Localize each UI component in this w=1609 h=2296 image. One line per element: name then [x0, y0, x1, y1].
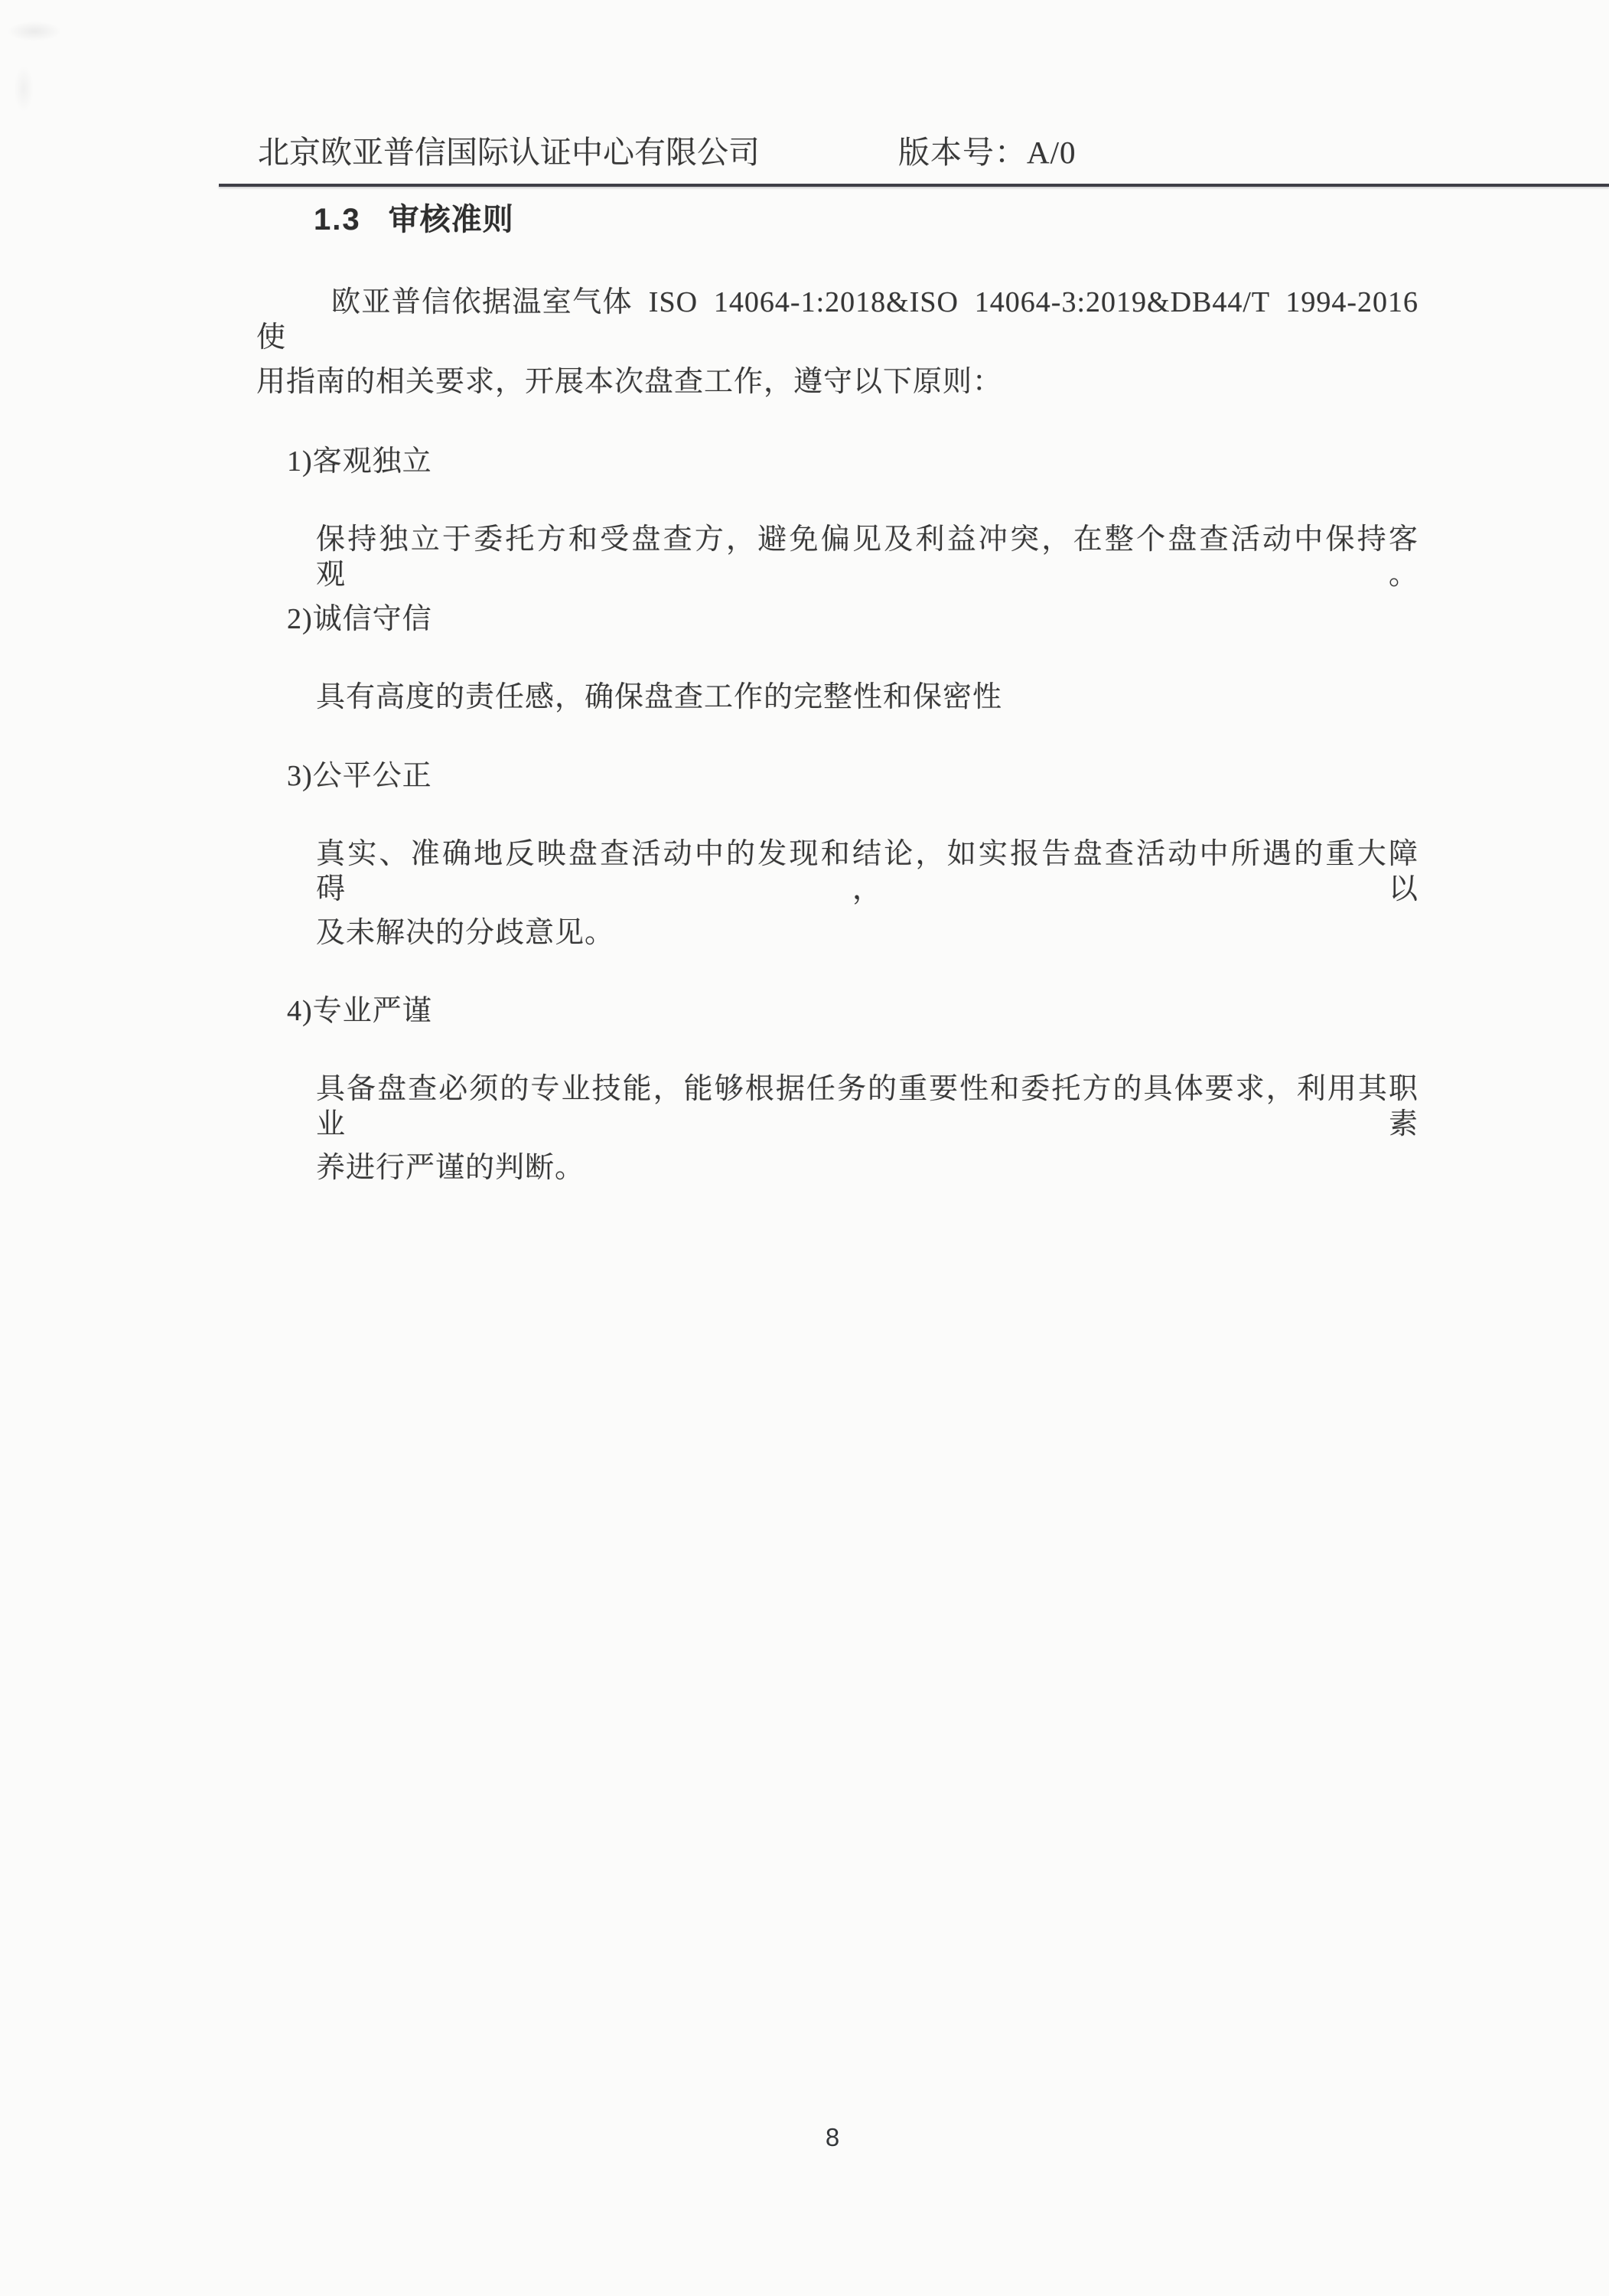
scan-smudge — [14, 66, 34, 112]
page-number: 8 — [825, 2123, 840, 2151]
principle-4-label: 4)专业严谨 — [287, 995, 432, 1027]
header-rule — [219, 184, 1609, 187]
intro-paragraph-line-2: 用指南的相关要求，开展本次盘查工作，遵守以下原则： — [256, 366, 1003, 398]
principle-2-label: 2)诚信守信 — [287, 603, 432, 635]
principle-3-text-line-1: 真实、准确地反映盘查活动中的发现和结论，如实报告盘查活动中所遇的重大障碍，以 — [316, 838, 1418, 905]
section-title: 审核准则 — [388, 202, 514, 236]
section-number: 1.3 — [314, 203, 361, 236]
principle-1-label: 1)客观独立 — [287, 445, 432, 478]
header-version-number: 版本号：A/0 — [898, 135, 1076, 170]
principle-3-label: 3)公平公正 — [287, 760, 432, 792]
principle-1-text: 保持独立于委托方和受盘查方，避免偏见及利益冲突，在整个盘查活动中保持客观。 — [316, 523, 1418, 591]
header-company-name: 北京欧亚普信国际认证中心有限公司 — [258, 135, 760, 170]
principle-4-text-line-1: 具备盘查必须的专业技能，能够根据任务的重要性和委托方的具体要求，利用其职业素 — [316, 1073, 1418, 1140]
scan-smudge — [8, 21, 61, 41]
principle-4-text-line-2: 养进行严谨的判断。 — [316, 1152, 585, 1184]
principle-2-text: 具有高度的责任感，确保盘查工作的完整性和保密性 — [316, 681, 1003, 713]
principle-3-text-line-2: 及未解决的分歧意见。 — [316, 917, 615, 949]
section-heading — [314, 202, 514, 237]
intro-paragraph-line-1: 欧亚普信依据温室气体 ISO 14064-1:2018&ISO 14064-3:2019&DB44/T 1994-2016 使 — [256, 286, 1418, 354]
